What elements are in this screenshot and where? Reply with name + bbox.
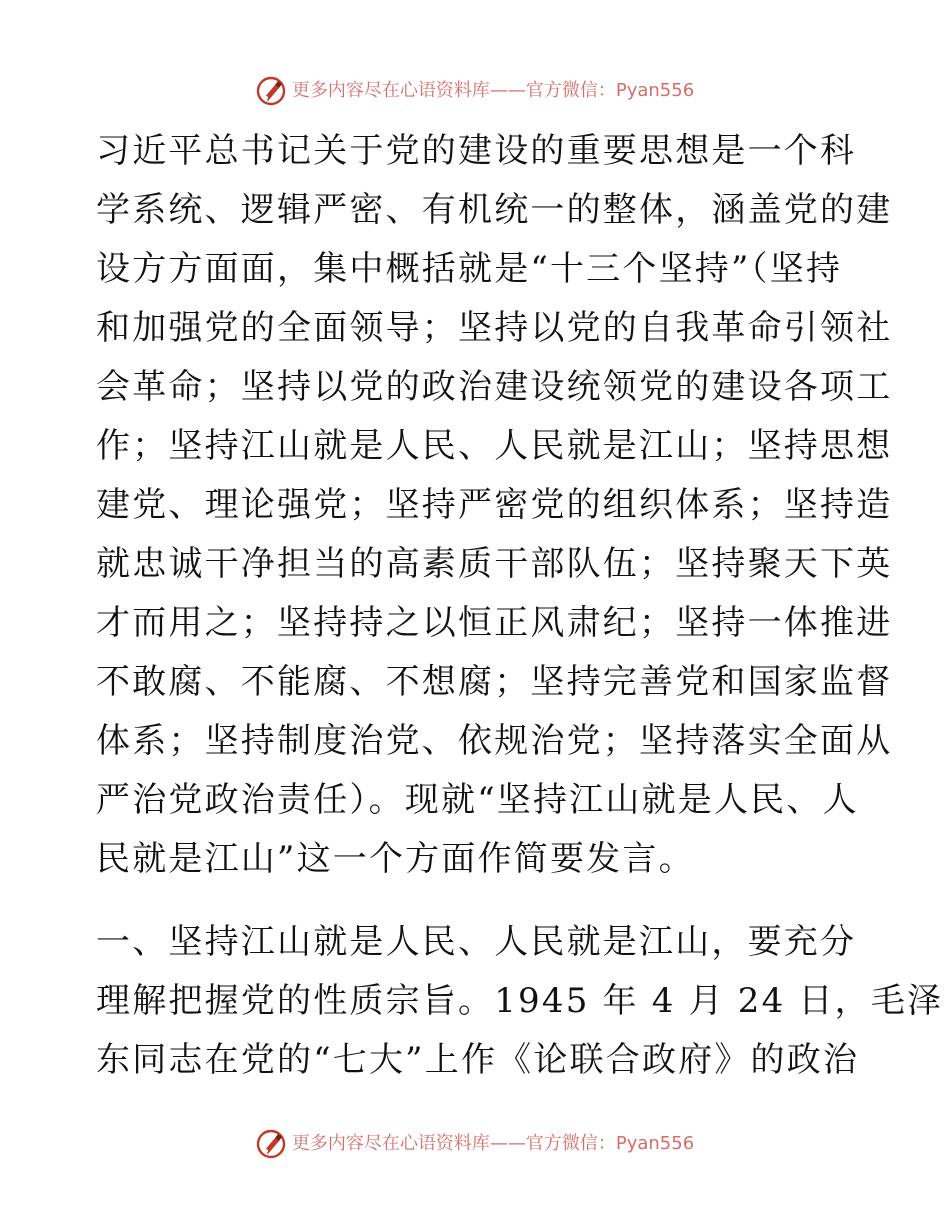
text-line: 学系统、逻辑严密、有机统一的整体，涵盖党的建 [96, 190, 893, 230]
text-line: 设方方面面，集中概括就是“十三个坚持”（坚持 [96, 249, 843, 289]
footer-watermark [0, 1129, 950, 1159]
text-line: 不敢腐、不能腐、不想腐；坚持完善党和国家监督 [96, 662, 893, 702]
text-line: 东同志在党的“七大”上作《论联合政府》的政治 [96, 1040, 860, 1080]
text-line: 一、坚持江山就是人民、人民就是江山，要充分 [96, 922, 857, 962]
paragraph-intro [96, 122, 893, 889]
header-wechat-id: Pyan556 [615, 80, 695, 101]
footer-watermark-separator: —— [489, 1133, 526, 1154]
text-line: 才而用之；坚持持之以恒正风肃纪；坚持一体推进 [96, 603, 893, 643]
footer-wechat-id: Pyan556 [615, 1133, 695, 1154]
text-line: 民就是江山”这一个方面作简要发言。 [96, 839, 695, 879]
text-line: 和加强党的全面领导；坚持以党的自我革命引领社 [96, 308, 893, 348]
header-watermark-separator: —— [489, 80, 526, 101]
footer-watermark-text: 更多内容尽在心语资料库 [291, 1133, 490, 1154]
header-wechat-label: 官方微信： [525, 80, 616, 101]
footer-wechat-label: 官方微信： [525, 1133, 616, 1154]
text-line: 习近平总书记关于党的建设的重要思想是一个科 [96, 131, 857, 171]
text-line: 会革命；坚持以党的政治建设统领党的建设各项工 [96, 367, 893, 407]
header-watermark-text: 更多内容尽在心语资料库 [291, 80, 490, 101]
text-line: 就忠诚干净担当的高素质干部队伍；坚持聚天下英 [96, 544, 893, 584]
text-line: 作；坚持江山就是人民、人民就是江山；坚持思想 [96, 426, 893, 466]
text-line: 理解把握党的性质宗旨。1945 年 4 月 24 日，毛泽 [96, 981, 944, 1021]
paragraph-section-one [96, 913, 944, 1090]
pen-logo-icon [256, 1129, 286, 1159]
paragraph-gap [96, 889, 851, 913]
text-line: 建党、理论强党；坚持严密党的组织体系；坚持造 [96, 485, 893, 525]
text-line: 严治党政治责任）。现就“坚持江山就是人民、人 [96, 780, 859, 820]
document-body [96, 122, 944, 1090]
text-line: 体系；坚持制度治党、依规治党；坚持落实全面从 [96, 721, 893, 761]
pen-logo-icon [256, 76, 286, 106]
header-watermark [0, 76, 950, 106]
